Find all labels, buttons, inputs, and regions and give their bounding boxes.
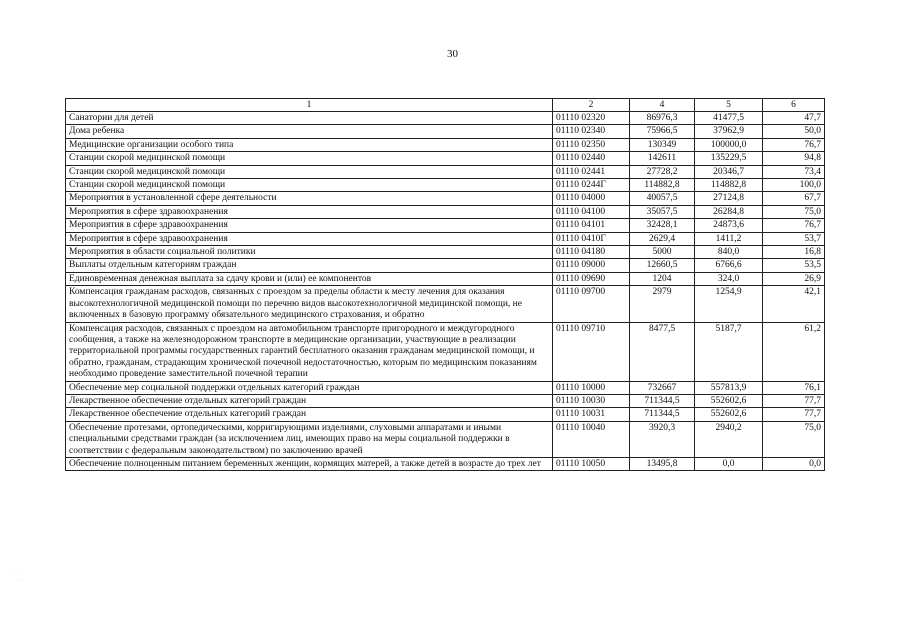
row-value-col5: 20346,7 — [695, 165, 763, 178]
row-value-col6: 47,7 — [763, 112, 825, 125]
row-value-col4: 12660,5 — [630, 259, 695, 272]
row-value-col4: 711344,5 — [630, 408, 695, 421]
row-value-col5: 100000,0 — [695, 138, 763, 151]
row-value-col5: 24873,6 — [695, 219, 763, 232]
table-row — [66, 219, 825, 232]
row-value-col4: 5000 — [630, 246, 695, 259]
header-col-2: 2 — [553, 99, 630, 112]
header-col-5: 5 — [695, 99, 763, 112]
row-value-col5: 135229,5 — [695, 152, 763, 165]
row-value-col6: 61,2 — [763, 322, 825, 381]
row-name: Станции скорой медицинской помощи — [66, 179, 553, 192]
row-name: Медицинские организации особого типа — [66, 138, 553, 151]
row-code: 01110 10050 — [553, 457, 630, 470]
row-value-col6: 75,0 — [763, 205, 825, 218]
header-col-4: 4 — [630, 99, 695, 112]
row-code: 01110 10031 — [553, 408, 630, 421]
row-value-col5: 324,0 — [695, 272, 763, 285]
row-value-col6: 53,5 — [763, 259, 825, 272]
header-col-1: 1 — [66, 99, 553, 112]
row-code: 01110 04000 — [553, 192, 630, 205]
row-value-col6: 94,8 — [763, 152, 825, 165]
row-value-col6: 75,0 — [763, 421, 825, 457]
row-code: 01110 02350 — [553, 138, 630, 151]
row-value-col5: 557813,9 — [695, 381, 763, 394]
table-row — [66, 394, 825, 407]
scan-artifact: · · — [18, 578, 24, 584]
row-value-col6: 77,7 — [763, 394, 825, 407]
table-row — [66, 152, 825, 165]
row-code: 01110 02340 — [553, 125, 630, 138]
row-value-col5: 114882,8 — [695, 179, 763, 192]
row-name: Мероприятия в области социальной политики — [66, 246, 553, 259]
row-value-col4: 2979 — [630, 286, 695, 322]
row-value-col4: 732667 — [630, 381, 695, 394]
table-row — [66, 457, 825, 470]
table-row — [66, 246, 825, 259]
row-code: 01110 04180 — [553, 246, 630, 259]
row-value-col6: 76,7 — [763, 219, 825, 232]
row-code: 01110 09700 — [553, 286, 630, 322]
row-value-col5: 26284,8 — [695, 205, 763, 218]
row-value-col6: 67,7 — [763, 192, 825, 205]
row-name: Мероприятия в установленной сфере деятельности — [66, 192, 553, 205]
row-code: 01110 10000 — [553, 381, 630, 394]
row-value-col6: 42,1 — [763, 286, 825, 322]
table-row — [66, 125, 825, 138]
row-name: Выплаты отдельным категориям граждан — [66, 259, 553, 272]
row-value-col6: 100,0 — [763, 179, 825, 192]
row-name: Компенсация расходов, связанных с проездом на автомобильном транспорте пригородного и междугородного сообщения, а также на железнодорожном транспорте в медицинские организации, участвующие в реализации территориальной программы государственных гарантий бесплатного оказания гражданам медицинской помощи, и обратно, гражданам, страдающим хронической почечной недостаточностью, которым по медицинским показаниям необходимо проведение заместительной почечной терапии — [66, 322, 553, 381]
row-value-col6: 73,4 — [763, 165, 825, 178]
row-value-col4: 75966,5 — [630, 125, 695, 138]
row-name: Лекарственное обеспечение отдельных категорий граждан — [66, 408, 553, 421]
table-row — [66, 421, 825, 457]
row-code: 01110 09000 — [553, 259, 630, 272]
row-name: Компенсация гражданам расходов, связанных с проездом за пределы области к месту лечения для оказания высокотехнологичной медицинской помощи по перечню видов высокотехнологичной медицинской помощи, не включенных в базовую программу обязательного медицинского страхования, и обратно — [66, 286, 553, 322]
row-value-col4: 32428,1 — [630, 219, 695, 232]
row-value-col4: 13495,8 — [630, 457, 695, 470]
table-row — [66, 381, 825, 394]
row-value-col5: 552602,6 — [695, 394, 763, 407]
row-code: 01110 02440 — [553, 152, 630, 165]
row-value-col5: 0,0 — [695, 457, 763, 470]
row-name: Станции скорой медицинской помощи — [66, 152, 553, 165]
row-name: Мероприятия в сфере здравоохранения — [66, 205, 553, 218]
table-row — [66, 272, 825, 285]
table-row — [66, 232, 825, 245]
row-value-col4: 142611 — [630, 152, 695, 165]
row-code: 01110 09710 — [553, 322, 630, 381]
row-value-col5: 1411,2 — [695, 232, 763, 245]
row-code: 01110 09690 — [553, 272, 630, 285]
row-value-col4: 86976,3 — [630, 112, 695, 125]
page-number: 30 — [447, 48, 458, 60]
table-row — [66, 408, 825, 421]
row-value-col6: 53,7 — [763, 232, 825, 245]
table-row — [66, 322, 825, 381]
row-value-col5: 5187,7 — [695, 322, 763, 381]
row-code: 01110 10030 — [553, 394, 630, 407]
table-row — [66, 179, 825, 192]
row-value-col6: 16,8 — [763, 246, 825, 259]
header-col-6: 6 — [763, 99, 825, 112]
row-code: 01110 0244Г — [553, 179, 630, 192]
table-row — [66, 286, 825, 322]
row-value-col5: 27124,8 — [695, 192, 763, 205]
row-name: Дома ребенка — [66, 125, 553, 138]
row-name: Мероприятия в сфере здравоохранения — [66, 219, 553, 232]
row-name: Санатории для детей — [66, 112, 553, 125]
row-value-col6: 50,0 — [763, 125, 825, 138]
row-name: Мероприятия в сфере здравоохранения — [66, 232, 553, 245]
row-name: Единовременная денежная выплата за сдачу крови и (или) ее компонентов — [66, 272, 553, 285]
row-code: 01110 02320 — [553, 112, 630, 125]
row-value-col6: 77,7 — [763, 408, 825, 421]
row-value-col6: 0,0 — [763, 457, 825, 470]
table-row — [66, 138, 825, 151]
row-value-col4: 711344,5 — [630, 394, 695, 407]
row-value-col5: 1254,9 — [695, 286, 763, 322]
row-value-col4: 1204 — [630, 272, 695, 285]
scan-artifact: · · — [14, 566, 20, 572]
row-value-col4: 8477,5 — [630, 322, 695, 381]
row-value-col6: 26,9 — [763, 272, 825, 285]
table-row — [66, 112, 825, 125]
row-name: Обеспечение мер социальной поддержки отдельных категорий граждан — [66, 381, 553, 394]
row-value-col4: 3920,3 — [630, 421, 695, 457]
row-value-col4: 35057,5 — [630, 205, 695, 218]
row-code: 01110 04100 — [553, 205, 630, 218]
table-row — [66, 259, 825, 272]
row-name: Обеспечение полноценным питанием беременных женщин, кормящих матерей, а также детей в возрасте до трех лет — [66, 457, 553, 470]
table-row — [66, 165, 825, 178]
row-value-col5: 37962,9 — [695, 125, 763, 138]
row-code: 01110 10040 — [553, 421, 630, 457]
table-row — [66, 205, 825, 218]
row-value-col5: 6766,6 — [695, 259, 763, 272]
row-code: 01110 0410Г — [553, 232, 630, 245]
row-value-col5: 41477,5 — [695, 112, 763, 125]
row-value-col4: 40057,5 — [630, 192, 695, 205]
row-value-col6: 76,1 — [763, 381, 825, 394]
row-value-col4: 2629,4 — [630, 232, 695, 245]
row-name: Обеспечение протезами, ортопедическими, корригирующими изделиями, слуховыми аппаратами и иными специальными средствами граждан (за исключением лиц, имеющих право на меры социальной поддержки в соответствии с федеральным законодательством) по заключению врачей — [66, 421, 553, 457]
row-code: 01110 04101 — [553, 219, 630, 232]
table-body — [66, 112, 825, 471]
budget-table — [65, 98, 825, 471]
row-code: 01110 02441 — [553, 165, 630, 178]
row-value-col4: 114882,8 — [630, 179, 695, 192]
row-value-col5: 552602,6 — [695, 408, 763, 421]
row-value-col4: 27728,2 — [630, 165, 695, 178]
table-row — [66, 192, 825, 205]
row-name: Станции скорой медицинской помощи — [66, 165, 553, 178]
row-value-col4: 130349 — [630, 138, 695, 151]
row-value-col5: 840,0 — [695, 246, 763, 259]
row-value-col6: 76,7 — [763, 138, 825, 151]
row-name: Лекарственное обеспечение отдельных категорий граждан — [66, 394, 553, 407]
row-value-col5: 2940,2 — [695, 421, 763, 457]
header-row — [66, 99, 825, 112]
